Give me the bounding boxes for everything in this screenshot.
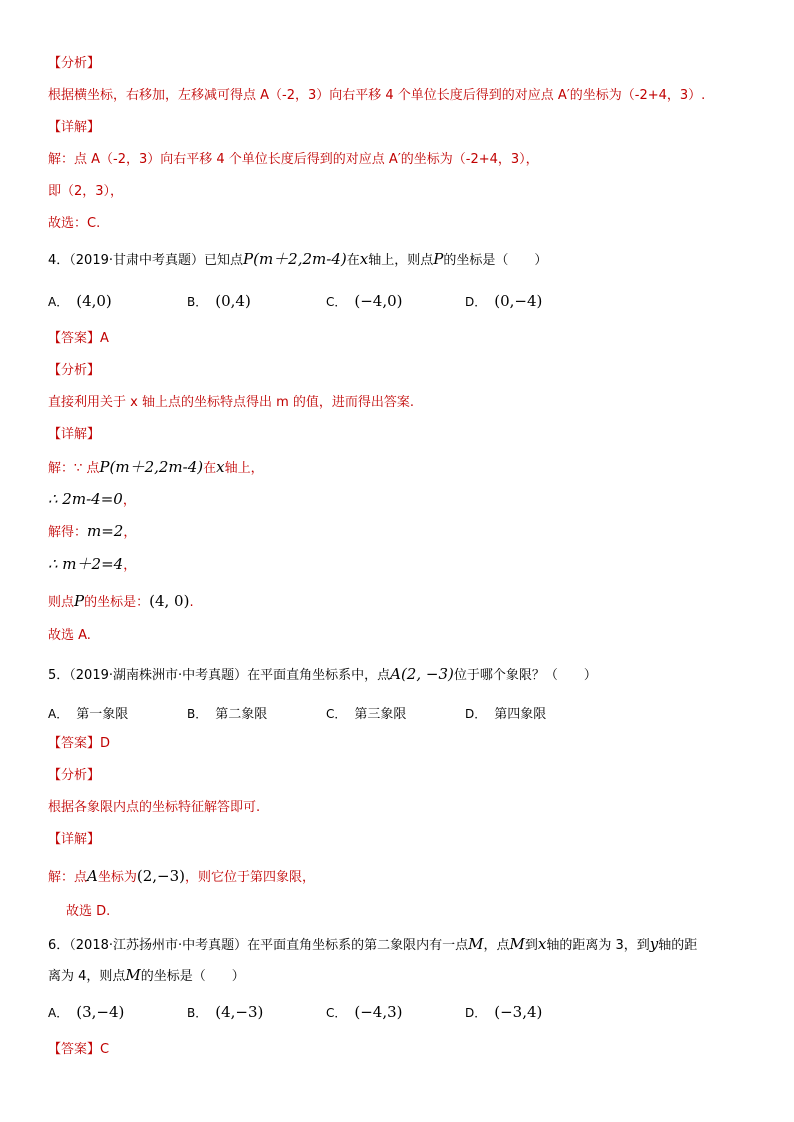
q5-analysis-text: 根据各象限内点的坐标特征解答即可. [48,800,261,815]
q5-option-d: D． 第四象限 [465,707,547,722]
q5-answer: 【答案】D [48,736,111,751]
q6-option-d: D． (−3,4) [465,1003,543,1021]
q4-solution-1: 解：∵ 点P(m＋2,2m-4)在x轴上， [48,458,264,476]
q5-solution-2: 故选 D. [66,904,111,919]
q5-option-a: A． 第一象限 [48,707,129,722]
prev-solution-line-2: 即（2，3）， [48,184,124,199]
q6-option-c: C． (−4,3) [326,1003,403,1021]
q4-answer: 【答案】A [48,331,109,346]
q4-solution-4: ∴ m＋2=4， [48,555,137,573]
q4-analysis-heading: 【分析】 [48,363,101,378]
q4-stem: 4．（2019·甘肃中考真题）已知点P(m＋2,2m-4)在x轴上，则点P的坐标是（ ） [48,250,548,268]
q5-option-c: C． 第三象限 [326,707,407,722]
q4-option-b: B． (0,4) [187,292,251,310]
q4-analysis-text: 直接利用关于 x 轴上点的坐标特点得出 m 的值，进而得出答案. [48,395,415,410]
q5-detail-heading: 【详解】 [48,832,101,847]
q5-solution-1: 解：点A坐标为(2,−3)，则它位于第四象限， [48,867,316,885]
prev-solution-line-3: 故选：C. [48,216,101,231]
q4-option-d: D． (0,−4) [465,292,543,310]
q5-stem: 5．（2019·湖南株洲市·中考真题）在平面直角坐标系中，点A(2, −3)位于哪个象限？（ ） [48,665,597,683]
q6-option-a: A． (3,−4) [48,1003,125,1021]
q6-option-b: B． (4,−3) [187,1003,264,1021]
q6-stem-line-1: 6．（2018·江苏扬州市·中考真题）在平面直角坐标系的第二象限内有一点M，点M到x轴的距离为 3，到y轴的距 [48,935,698,953]
q6-stem-line-2: 离为 4，则点M的坐标是（ ） [48,966,245,984]
q4-option-a: A． (4,0) [48,292,112,310]
analysis-heading: 【分析】 [48,56,101,71]
q5-analysis-heading: 【分析】 [48,768,101,783]
q4-detail-heading: 【详解】 [48,427,101,442]
q5-option-b: B． 第二象限 [187,707,268,722]
prev-solution-line-1: 解：点 A（-2，3）向右平移 4 个单位长度后得到的对应点 A′的坐标为（-2+4，3）， [48,152,539,167]
q4-solution-5: 则点P的坐标是：(4, 0). [48,592,194,610]
q4-option-c: C． (−4,0) [326,292,403,310]
q6-answer: 【答案】C [48,1042,110,1057]
q4-solution-6: 故选 A. [48,628,91,643]
prev-analysis-text: 根据横坐标，右移加，左移减可得点 A（-2，3）向右平移 4 个单位长度后得到的对应点 A′的坐标为（-2+4，3）. [48,88,706,103]
detail-heading: 【详解】 [48,120,101,135]
q4-solution-2: ∴ 2m-4=0， [48,490,136,508]
q4-solution-3: 解得：m=2， [48,522,137,540]
